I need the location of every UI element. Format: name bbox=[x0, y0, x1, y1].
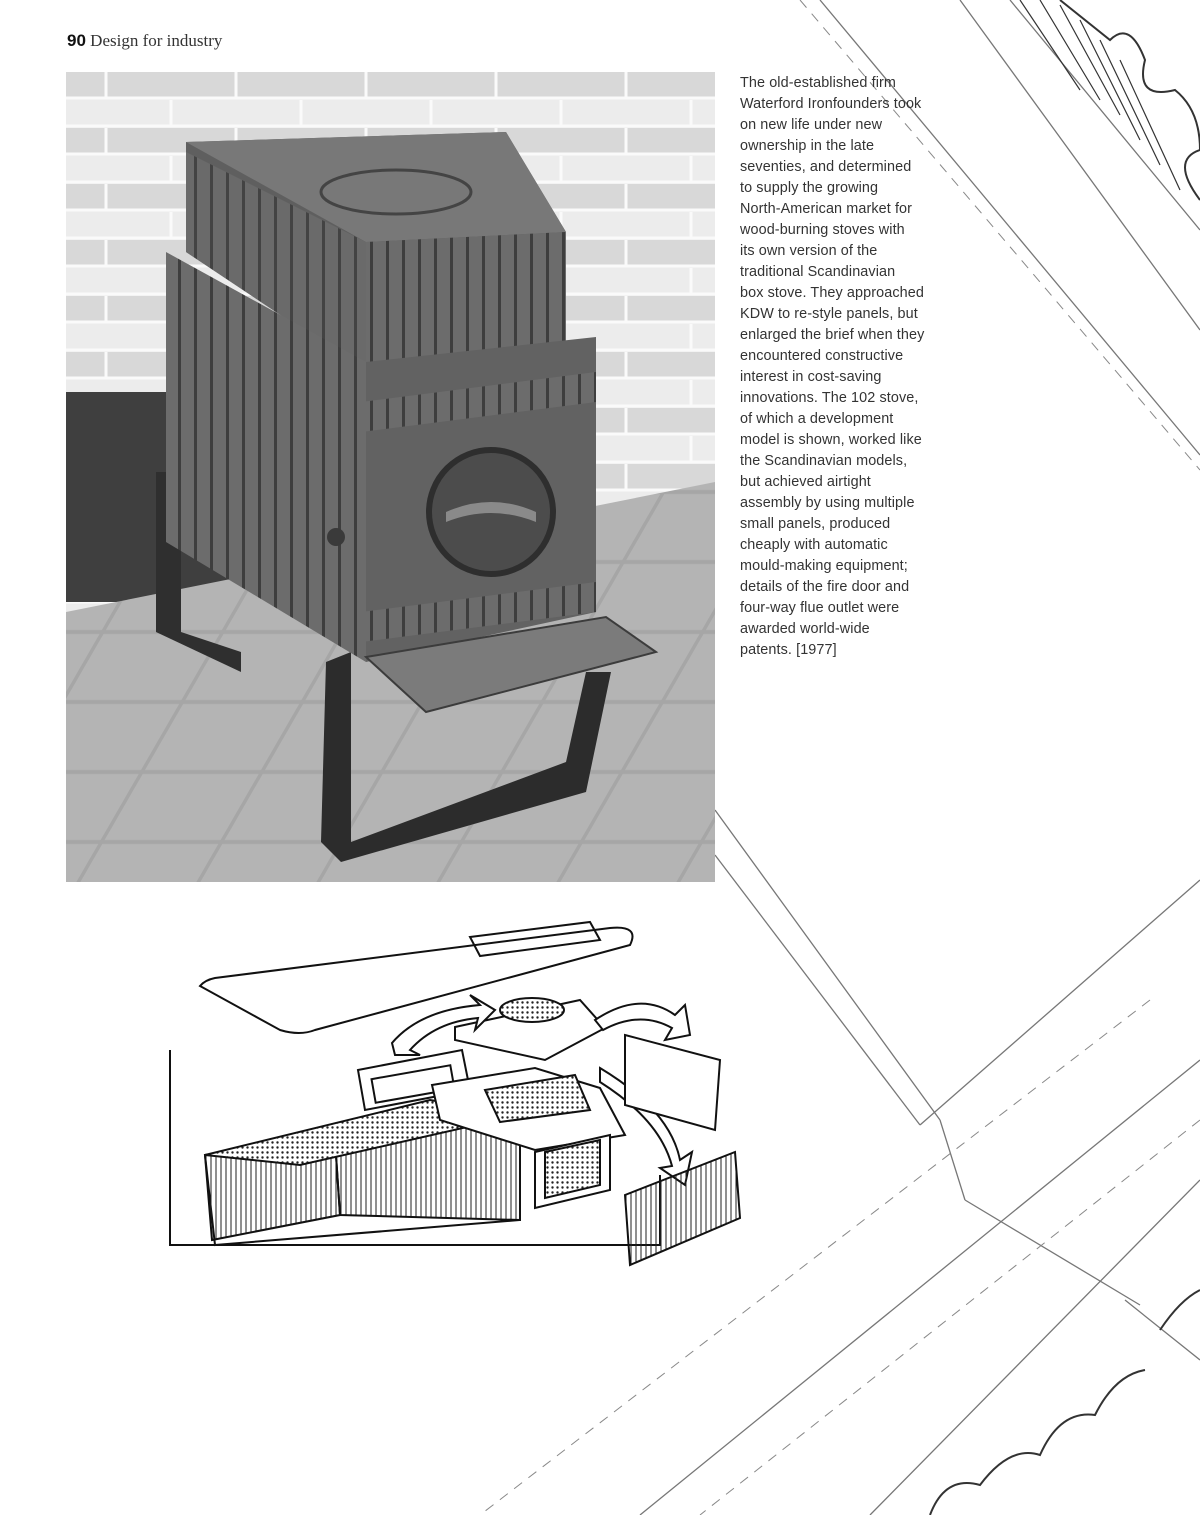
caption: The old-established firm Waterford Ironfounders took on new life under new ownership in the late seventies, and determined to supply the growing North-American market for wood-burning stoves with its own version of the traditional Scandinavian box stove. They approached KDW to re-style panels, but enlarged the brief when they encountered constructive interest in cost-saving innovations. The 102 stove, of which a development model is shown, worked like the Scandinavian models, but achieved airtight assembly by using multiple small panels, produced cheaply with automatic mould-making equipment; details of the fire door and four-way flue outlet were awarded world-wide patents. [1977] bbox=[740, 75, 925, 658]
section-title: Design for industry bbox=[90, 31, 223, 50]
page-number: 90 bbox=[67, 31, 86, 50]
stove-photograph bbox=[66, 72, 715, 882]
exploded-view-drawing bbox=[0, 890, 1200, 1515]
